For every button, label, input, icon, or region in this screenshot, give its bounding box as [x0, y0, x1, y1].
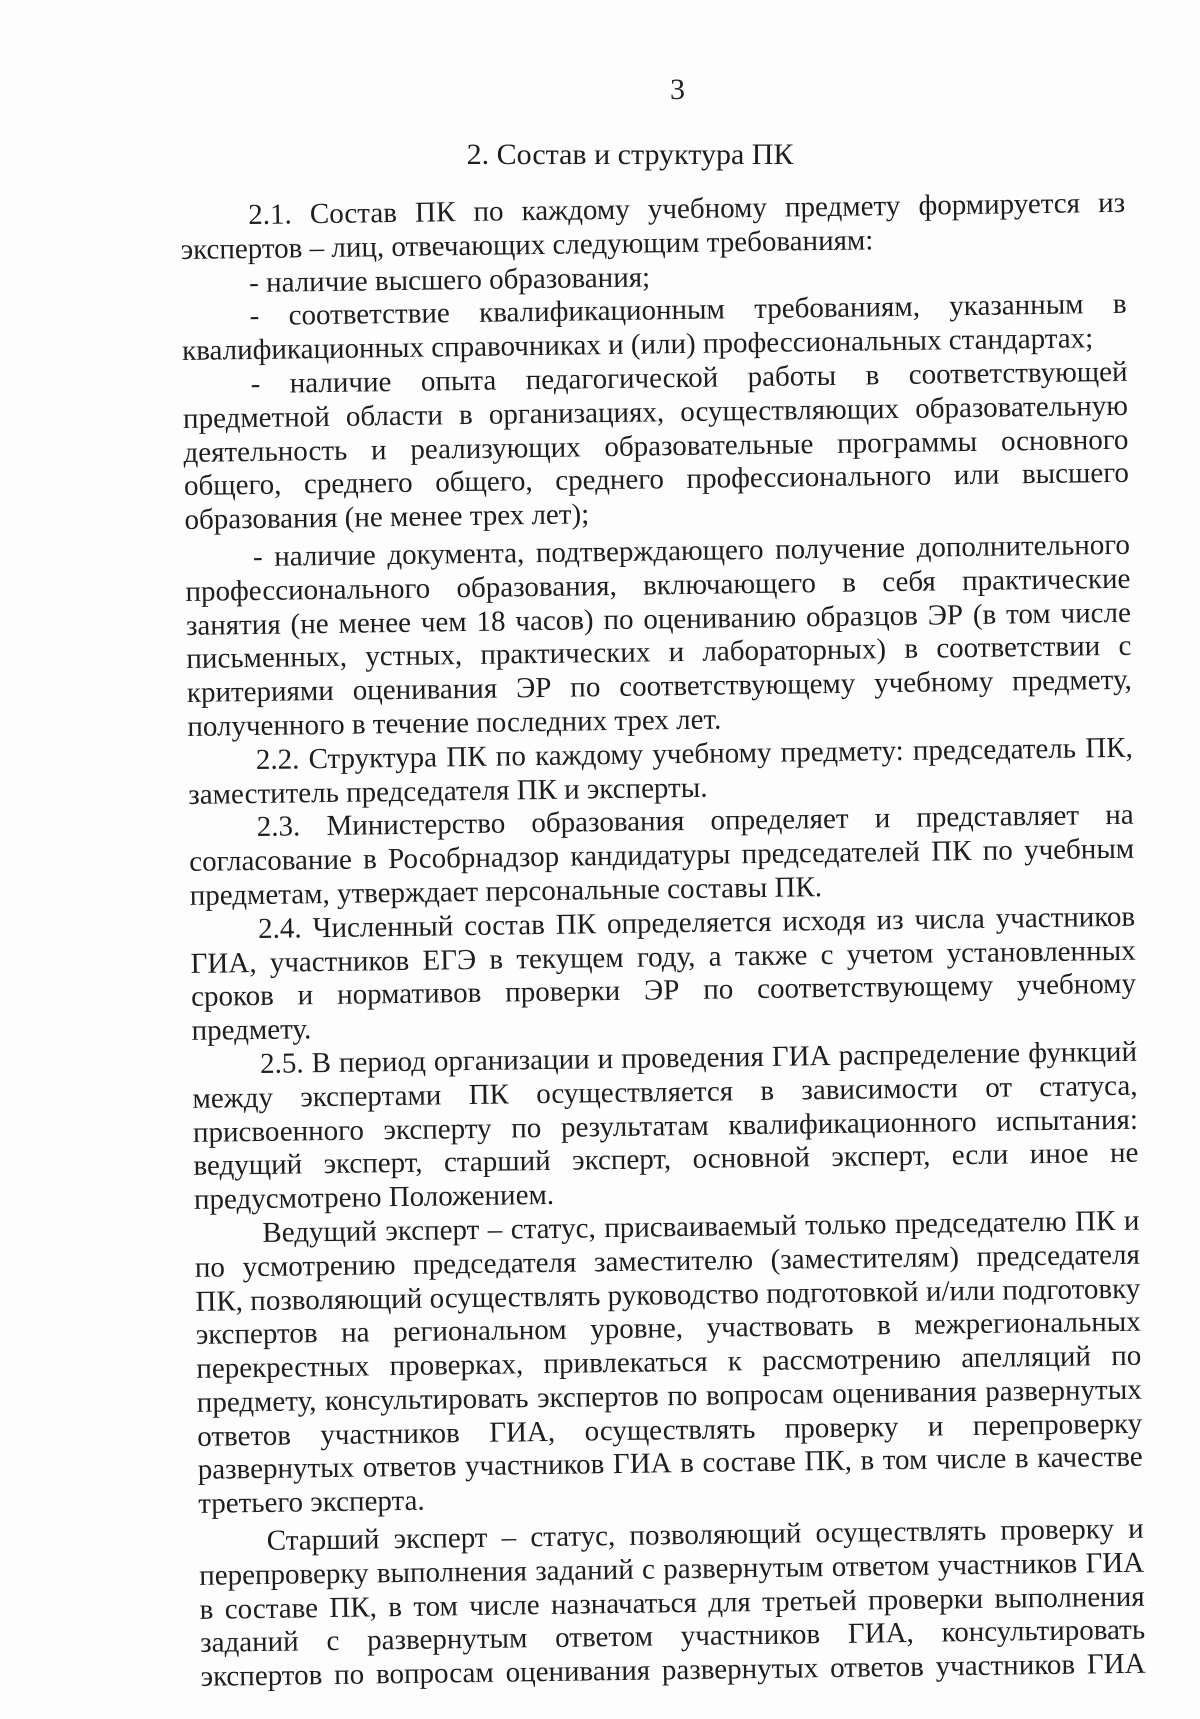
paragraph-senior-expert: Старший эксперт – статус, позволяющий осуществлять проверку и перепроверку выполнения заданий с развернутым ответом участников ГИА в составе ПК, в том числе назначаться для третьей проверки выполнения заданий с развернутым ответом участников ГИА, консультировать экспертов по вопросам оценивания развернутых ответов участников ГИА [198, 1512, 1146, 1694]
requirement-additional-education: - наличие документа, подтверждающего получение дополнительного профессионального образования, включающего в себя практические занятия (не менее чем 18 часов) по оцениванию образцов ЭР (в том числе письменных, устных, практических и лабораторных) в соответствии с критериями оценивания ЭР по соответствующему учебному предмету, полученного в течение последних трех лет. [185, 528, 1133, 743]
section-title: 2. Состав и структура ПК [466, 138, 794, 171]
paragraph-2-4: 2.4. Численный состав ПК определяется исходя из числа участников ГИА, участников ЕГЭ в текущем году, а также с учетом установленных сроков и нормативов проверки ЭР по соответствующему учебному предмету. [190, 900, 1137, 1048]
document-body [180, 187, 1146, 1695]
requirement-qualification: - соответствие квалификационным требованиям, указанным в квалификационных справочниках и (или) профессиональных стандартах; [181, 288, 1127, 368]
requirement-higher-education: - наличие высшего образования; [248, 261, 651, 299]
paragraph-2-1: 2.1. Состав ПК по каждому учебному предмету формируется из экспертов – лиц, отвечающих следующим требованиям: [180, 186, 1126, 266]
paragraph-2-5: 2.5. В период организации и проведения ГИА распределение функций между экспертами ПК осуществляется в зависимости от статуса, присвоенного эксперту по результатам квалификационного испытания: ведущий эксперт, старший эксперт, основной эксперт, если иное не предусмотрено Положением. [192, 1035, 1139, 1217]
paragraph-2-2: 2.2. Структура ПК по каждому учебному предмету: председатель ПК, заместитель председателя ПК и эксперты. [188, 731, 1133, 811]
requirement-teaching-experience: - наличие опыта педагогической работы в соответствующей предметной области в организациях, осуществляющих образовательную деятельность и реализующих образовательные программы основного общего, среднего общего, среднего профессионального или высшего образования (не менее трех лет); [182, 355, 1130, 537]
paragraph-lead-expert: Ведущий эксперт – статус, присваиваемый только председателю ПК и по усмотрению председателя заместителю (заместителям) председателя ПК, позволяющий осуществлять руководство подготовкой и/или подготовку экспертов на региональном уровне, участвовать в межрегиональных перекрестных проверках, привлекаться к рассмотрению апелляций по предмету, консультировать экспертов по вопросам оценивания развернутых ответов участников ГИА, осуществлять проверку и перепроверку развернутых ответов участников ГИА в составе ПК, в том числе в качестве третьего эксперта. [194, 1204, 1143, 1521]
paragraph-2-3: 2.3. Министерство образования определяет и представляет на согласование в Рособрнадзор кандидатуры председателей ПК по учебным предметам, утверждает персональные составы ПК. [189, 799, 1135, 912]
page-number: 3 [670, 73, 685, 106]
